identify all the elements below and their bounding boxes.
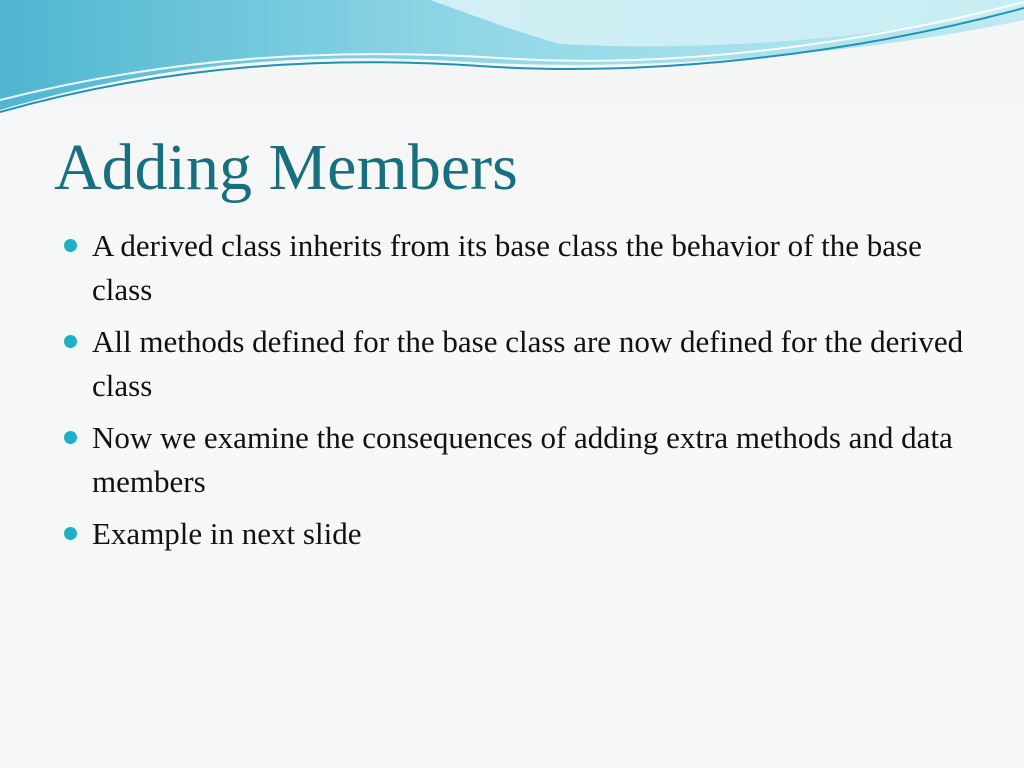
bullet-dot-icon — [64, 239, 77, 252]
bullet-dot-icon — [64, 431, 77, 444]
bullet-dot-icon — [64, 335, 77, 348]
bullet-item — [0, 224, 972, 312]
slide-title: Adding Members — [54, 131, 518, 204]
bullet-item — [0, 512, 972, 556]
bullet-text: Now we examine the consequences of adding extra methods and data members — [92, 420, 953, 499]
bullet-dot-icon — [64, 527, 77, 540]
bullet-text: A derived class inherits from its base class the behavior of the base class — [92, 228, 922, 307]
header-wave-decoration — [0, 0, 1024, 130]
bullet-list — [0, 224, 1024, 564]
bullet-text: All methods defined for the base class are now defined for the derived class — [92, 324, 964, 403]
bullet-text: Example in next slide — [92, 516, 362, 551]
bullet-item — [0, 416, 972, 504]
bullet-item — [0, 320, 972, 408]
